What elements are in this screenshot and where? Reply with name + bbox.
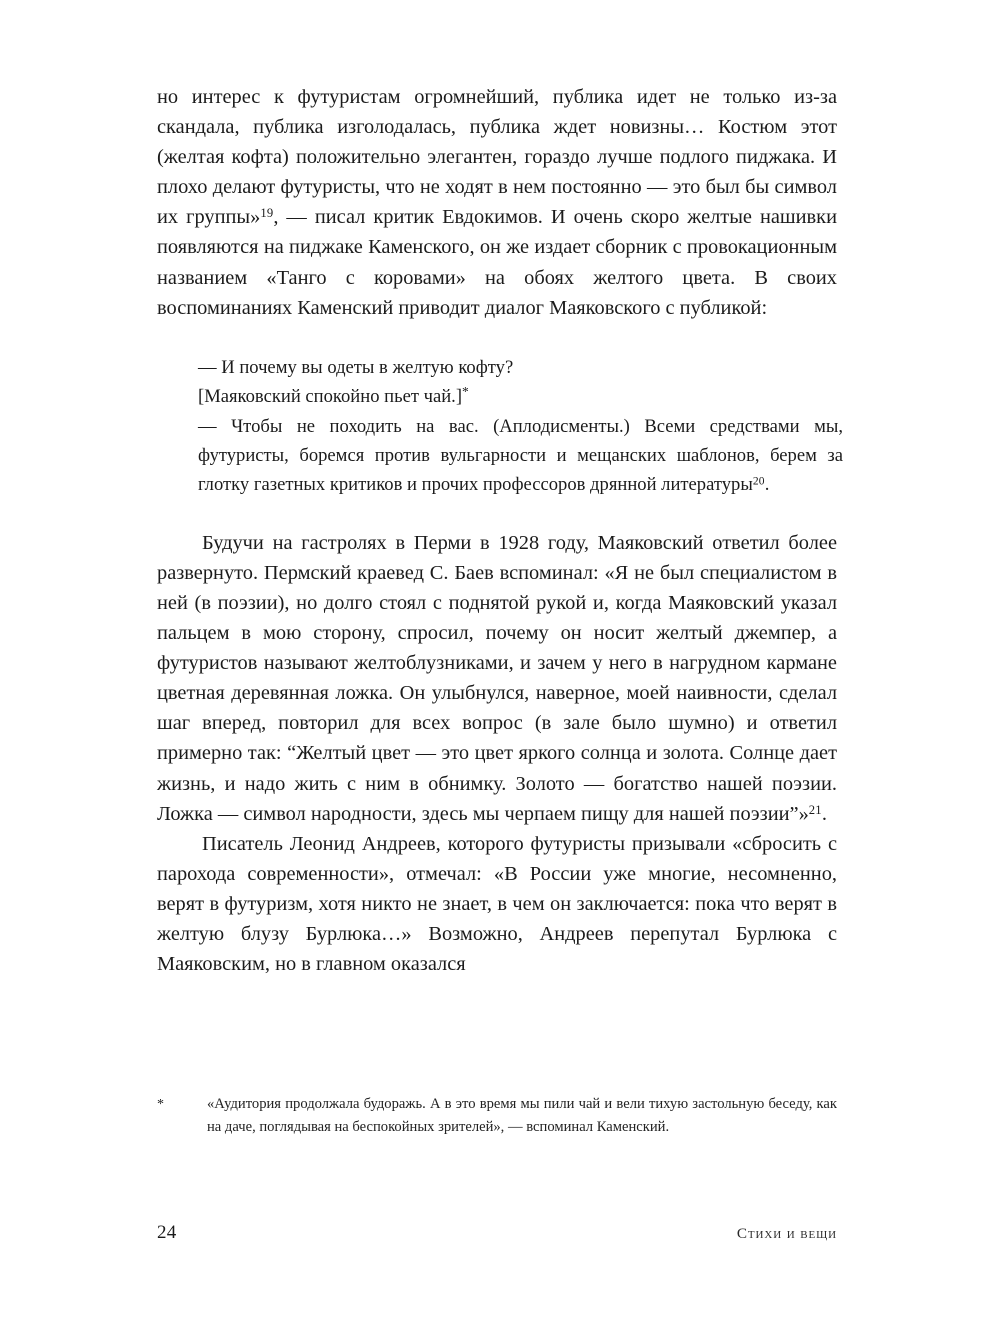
quote-line: — И почему вы одеты в желтую кофту? <box>198 356 514 378</box>
footnote-marker: * <box>157 1097 164 1112</box>
paragraph-andreev: Писатель Леонид Андреев, которого футуристы призывали «сбросить с парохода современности», отмечал: «В России уже многие, несомненно, верят в футуризм, хотя никто не знает, в чем он заключается: пока что верят в желтую блузу Бурлюка…» Возможно, Андреев перепутал Бурлюка с Маяковским, но в главном оказался <box>157 832 837 976</box>
footnote-reference-asterisk: * <box>462 384 469 400</box>
paragraph-continued-top: но интерес к футуристам огромнейший, публика идет не только из-за скандала, публика изголодалась, публика ждет новизны… Костюм этот (желтая кофта) положительно элегантен, гораздо лучше подлого пиджака. И плохо делают футуристы, что не ходят в нем постоянно — это был бы символ их группы»$^{19}$, — писал критик Евдокимов. И очень скоро желтые нашивки появляются на пиджаке Каменского, он же издает сборник с провокационным названием «Танго с коровами» на обоях желтого цвета. В своих воспоминаниях Каменский приводит диалог Маяковского с публикой: <box>157 86 837 319</box>
footnote-reference: 19 <box>260 206 274 221</box>
running-head: Стихи и вещи <box>736 1225 837 1242</box>
quote-spacer <box>157 500 837 528</box>
page-number: 24 <box>157 1222 177 1243</box>
footnote-reference: 20 <box>752 475 765 488</box>
quote-line: [Маяковский спокойно пьет чай.]* <box>198 384 469 408</box>
block-quote-dialogue <box>198 353 843 500</box>
quote-line: — Чтобы не походить на вас. (Аплодисменты.) Всеми средствами мы, футуристы, боремся против вульгарности и мещанских шаблонов, берем за глотку газетных критиков и прочих профессоров дрянной литературы$^{20}$. <box>198 415 843 496</box>
footnote-text: «Аудитория продолжала будоражь. А в это время мы пили чай и вели тихую застольную беседу, как на даче, поглядывая на беспокойных зрителей», — вспоминал Каменский. <box>207 1096 837 1135</box>
page-footer <box>157 1222 837 1244</box>
main-text-block <box>157 82 843 979</box>
footnote-reference: 21 <box>808 802 822 817</box>
paragraph-perm-tour: Будучи на гастролях в Перми в 1928 году, Маяковский ответил более развернуто. Пермский краевед С. Баев вспоминал: «Я не был специалистом в ней (в поэзии), но долго стоял с поднятой рукой и, когда Маяковский указал пальцем в мою сторону, спросил, почему он носит желтый джемпер, а футуристов называют желтоблузниками, и зачем у него в нагрудном кармане цветная деревянная ложка. Он улыбнулся, наверное, моей наивности, сделал шаг вперед, повторил для всех вопрос (в зале было шумно) и ответил примерно так: “Желтый цвет — это цвет яркого солнца и золота. Солнце дает жизнь, и надо жить с ним в обнимку. Золото — богатство нашей поэзии. Ложка — символ народности, здесь мы черпаем пищу для нашей поэзии”»$^{21}$. <box>157 531 837 825</box>
footnote-area <box>157 1093 837 1138</box>
footnote-row <box>157 1093 837 1138</box>
